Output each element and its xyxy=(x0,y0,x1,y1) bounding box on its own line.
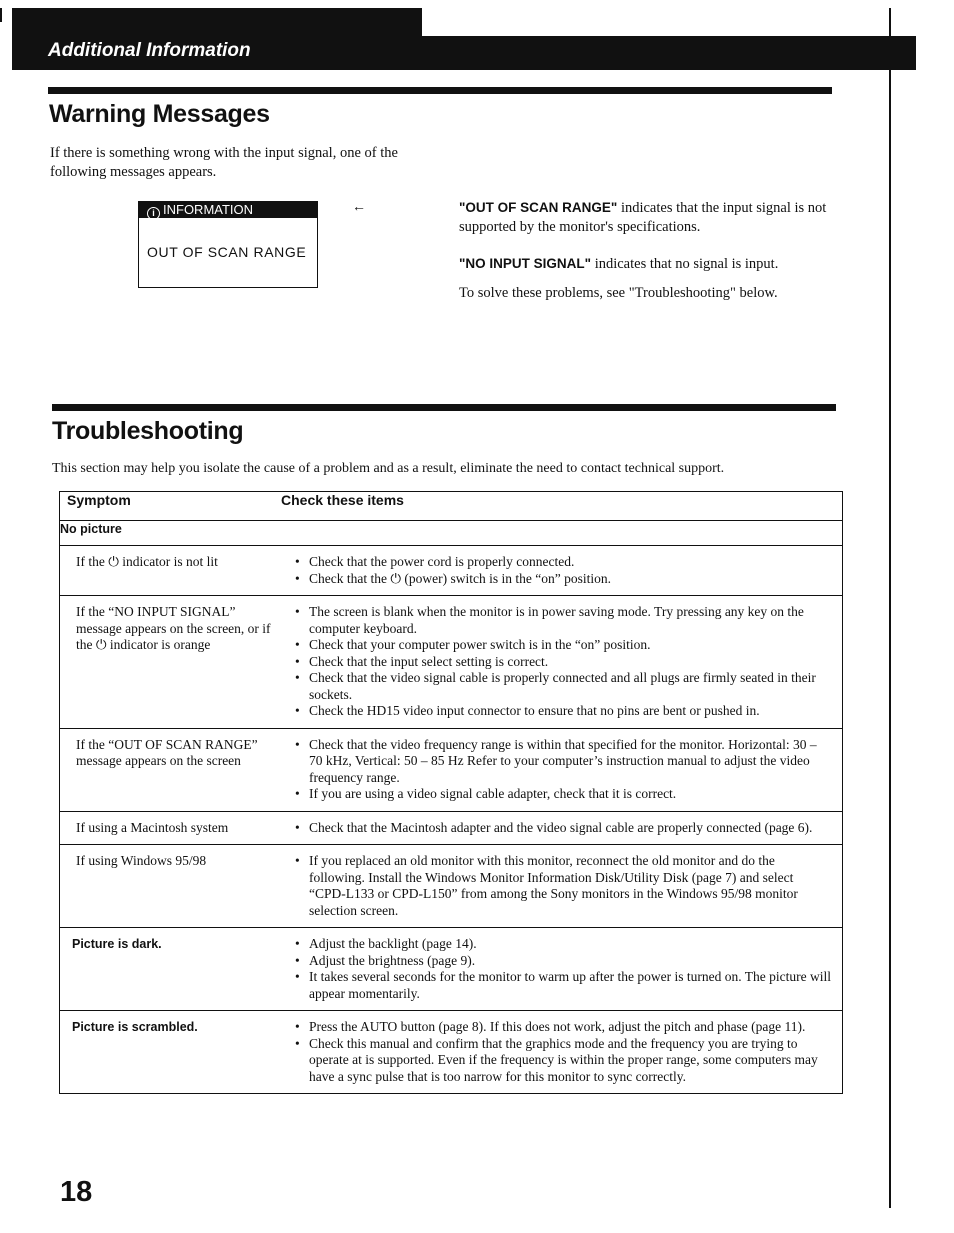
out-of-scan-text: indicates that the input signal is not supported by the monitor's specifications. xyxy=(459,200,827,235)
check-item: • Check that your computer power switch is in the “on” position. xyxy=(295,637,832,654)
warning-title: Warning Messages xyxy=(49,100,270,128)
arrow-icon: ← xyxy=(352,200,366,215)
table-header-row xyxy=(60,492,843,521)
checks-list xyxy=(281,729,842,811)
checks-cell xyxy=(281,596,843,729)
table-body xyxy=(60,546,843,1094)
group-no-picture: No picture xyxy=(60,521,843,546)
check-item: • Adjust the brightness (page 9). xyxy=(295,953,832,970)
checks-cell xyxy=(281,928,843,1011)
check-item: • If you are using a video signal cable adapter, check that it is correct. xyxy=(295,786,832,803)
checks-list xyxy=(281,1011,842,1093)
warning-intro: If there is something wrong with the input signal, one of the following messages appears. xyxy=(50,145,398,180)
checks-cell xyxy=(281,546,843,596)
check-item: • Adjust the backlight (page 14). xyxy=(295,936,832,953)
symptom-cell: If the ⏻ indicator is not lit xyxy=(76,554,218,569)
group-row xyxy=(60,521,843,546)
check-item: • Check this manual and confirm that the graphics mode and the frequency you are trying to operate at is supported. Even if the frequency is within the proper range, some computers may have a sync pulse that is too narrow for this monitor to sync correctly. xyxy=(295,1036,832,1086)
checks-list xyxy=(281,845,842,927)
symptom-cell: If the “NO INPUT SIGNAL” message appears on the screen, or if the ⏻ indicator is orange xyxy=(76,604,271,652)
check-item: • Check that the power cord is properly connected. xyxy=(295,554,832,571)
check-item: • Check that the video signal cable is properly connected and all plugs are firmly seated in their sockets. xyxy=(295,670,832,703)
header-tab xyxy=(12,8,422,38)
margin-rule xyxy=(889,8,891,1208)
symptom-cell: If using Windows 95/98 xyxy=(76,853,207,868)
table-row xyxy=(60,811,843,845)
symptom-cell: Picture is dark. xyxy=(72,937,162,951)
checks-cell xyxy=(281,845,843,928)
out-of-scan-term: "OUT OF SCAN RANGE" xyxy=(459,200,618,215)
symptom-cell: If the “OUT OF SCAN RANGE” message appears on the screen xyxy=(76,736,258,768)
table-row xyxy=(60,596,843,729)
checks-list xyxy=(281,928,842,1010)
checks-list xyxy=(281,812,842,845)
troubleshooting-table xyxy=(59,491,843,1094)
checks-list xyxy=(281,546,842,595)
no-input-term: "NO INPUT SIGNAL" xyxy=(459,256,592,271)
check-item: • Check that the ⏻ (power) switch is in the “on” position. xyxy=(295,571,832,588)
checks-cell xyxy=(281,811,843,845)
information-heading: INFORMATION xyxy=(163,202,254,217)
check-item: • Press the AUTO button (page 8). If this does not work, adjust the pitch and phase (page 11). xyxy=(295,1019,832,1036)
margin-tick xyxy=(0,8,2,22)
section-header: Additional Information xyxy=(48,40,251,61)
checks-cell xyxy=(281,1011,843,1094)
troubleshooting-intro: This section may help you isolate the cause of a problem and as a result, eliminate the need to contact technical support. xyxy=(52,461,725,476)
checks-list xyxy=(281,596,842,728)
solve-note: To solve these problems, see "Troubleshooting" below. xyxy=(459,285,778,301)
table-row xyxy=(60,845,843,928)
troubleshooting-title: Troubleshooting xyxy=(52,417,244,445)
no-input-text: indicates that no signal is input. xyxy=(591,256,779,272)
symptom-column-header: Symptom xyxy=(60,492,282,521)
info-icon: i xyxy=(147,207,160,220)
check-item: • The screen is blank when the monitor is in power saving mode. Try pressing any key on the computer keyboard. xyxy=(295,604,832,637)
check-column-header: Check these items xyxy=(281,492,843,521)
information-message: OUT OF SCAN RANGE xyxy=(147,244,307,260)
symptom-cell: If using a Macintosh system xyxy=(76,819,229,835)
no-input-description xyxy=(459,254,839,274)
check-item: • Check the HD15 video input connector to ensure that no pins are bent or pushed in. xyxy=(295,703,832,720)
table-row xyxy=(60,728,843,811)
page-number: 18 xyxy=(60,1176,93,1208)
section-rule xyxy=(48,87,832,94)
check-item: • Check that the input select setting is correct. xyxy=(295,654,832,671)
checks-cell xyxy=(281,728,843,811)
table-row xyxy=(60,546,843,596)
table-row xyxy=(60,928,843,1011)
check-item: • If you replaced an old monitor with this monitor, reconnect the old monitor and do the following. Install the Windows Monitor Information Disk/Utility Disk (page 7) and select “CPD-L133 or CPD-L150” from among the Sony monitors in the Windows 95/98 monitor selection screen. xyxy=(295,853,832,919)
information-box xyxy=(138,201,318,288)
check-item: • Check that the video frequency range is within that specified for the monitor. Horizontal: 30 – 70 kHz, Vertical: 50 – 85 Hz Refer to your computer’s instruction manual to adjust the video frequency range. xyxy=(295,737,832,787)
check-item: • It takes several seconds for the monitor to warm up after the power is turned on. The picture will appear momentarily. xyxy=(295,969,832,1002)
section-rule xyxy=(52,404,836,411)
out-of-scan-description xyxy=(459,198,839,237)
check-item: • Check that the Macintosh adapter and the video signal cable are properly connected (page 6). xyxy=(295,820,832,837)
information-header xyxy=(139,202,317,218)
table-row xyxy=(60,1011,843,1094)
symptom-cell: Picture is scrambled. xyxy=(72,1020,198,1034)
